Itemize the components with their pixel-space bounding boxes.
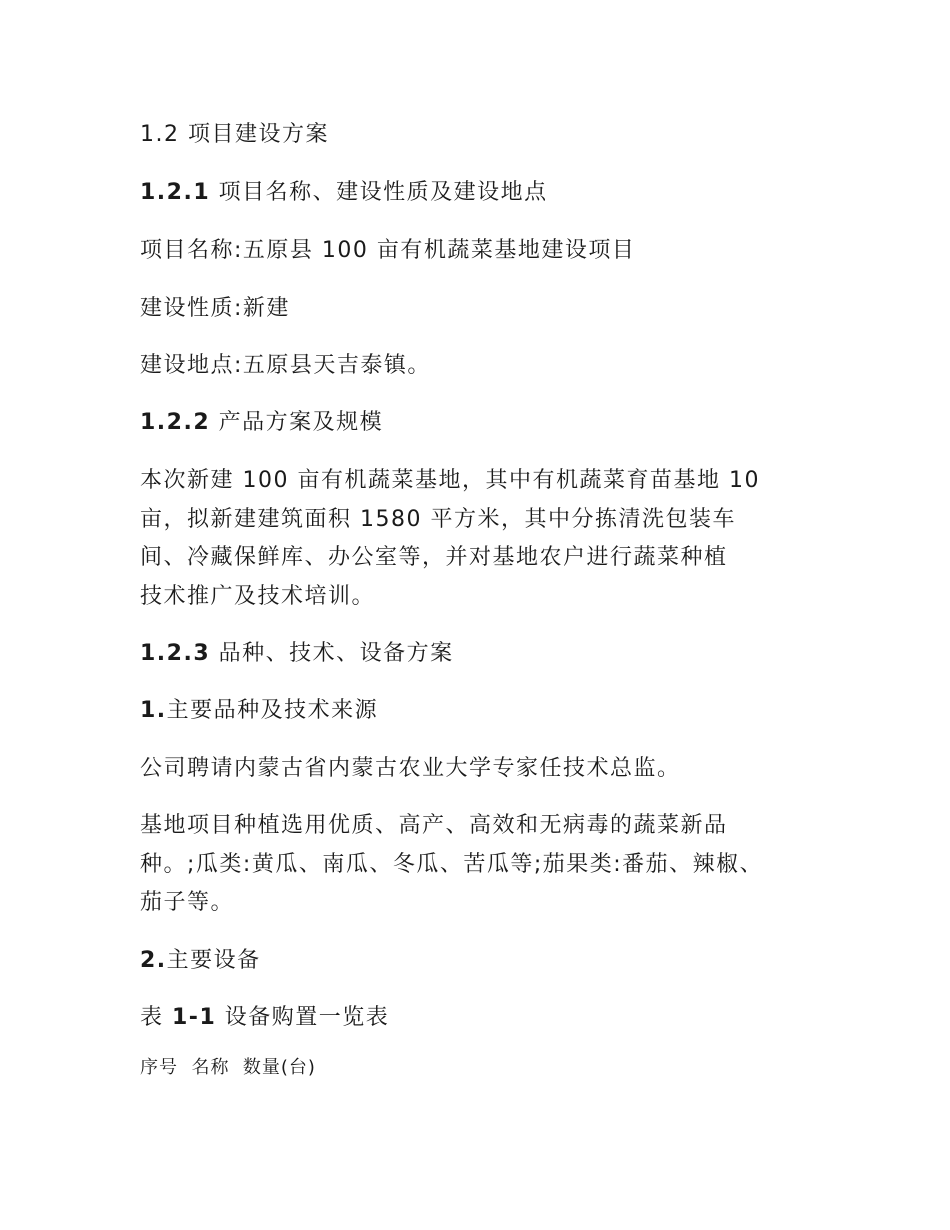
- heading-text: 产品方案及规模: [210, 410, 384, 435]
- item-2-heading: [140, 950, 261, 972]
- paragraph-line: 种。;瓜类:黄瓜、南瓜、冬瓜、苦瓜等;茄果类:番茄、辣椒、: [140, 851, 764, 877]
- caption-text: 设备购置一览表: [216, 1005, 390, 1030]
- variety-paragraph: [140, 807, 830, 923]
- caption-number: 1-1: [172, 1005, 217, 1030]
- heading-number: 1.2.3: [140, 641, 211, 666]
- item-number: 2.: [140, 948, 167, 973]
- paragraph-line: 本次新建 100 亩有机蔬菜基地，其中有机蔬菜育苗基地 10: [140, 468, 760, 493]
- expert-line: 公司聘请内蒙古省内蒙古农业大学专家任技术总监。: [140, 756, 681, 781]
- section-title: 1.2 项目建设方案: [140, 122, 329, 147]
- project-name-line: 项目名称:五原县 100 亩有机蔬菜基地建设项目: [140, 238, 636, 263]
- table-header: 序号 名称 数量(台): [140, 1057, 316, 1078]
- heading-1-2-1: [140, 182, 548, 204]
- construction-nature-line: 建设性质:新建: [140, 296, 290, 321]
- paragraph-line: 基地项目种植选用优质、高产、高效和无病毒的蔬菜新品: [140, 813, 728, 838]
- table-caption: [140, 1007, 389, 1029]
- construction-site-line: 建设地点:五原县天吉泰镇。: [140, 353, 431, 378]
- item-text: 主要设备: [166, 948, 261, 973]
- paragraph-line: 茄子等。: [140, 890, 235, 915]
- item-text: 主要品种及技术来源: [166, 698, 379, 723]
- heading-text: 品种、技术、设备方案: [210, 641, 454, 666]
- item-number: 1.: [140, 698, 167, 723]
- caption-prefix: 表: [140, 1005, 172, 1030]
- heading-number: 1.2.2: [140, 410, 211, 435]
- item-1-heading: [140, 700, 378, 722]
- heading-number: 1.2.1: [140, 180, 211, 205]
- heading-1-2-2: [140, 412, 383, 434]
- heading-text: 项目名称、建设性质及建设地点: [210, 180, 548, 205]
- scale-paragraph: [140, 462, 830, 616]
- paragraph-line: 间、冷藏保鲜库、办公室等，并对基地农户进行蔬菜种植: [140, 545, 728, 570]
- paragraph-line: 亩，拟新建建筑面积 1580 平方米，其中分拣清洗包装车: [140, 506, 736, 532]
- paragraph-line: 技术推广及技术培训。: [140, 583, 376, 609]
- heading-1-2-3: [140, 643, 454, 665]
